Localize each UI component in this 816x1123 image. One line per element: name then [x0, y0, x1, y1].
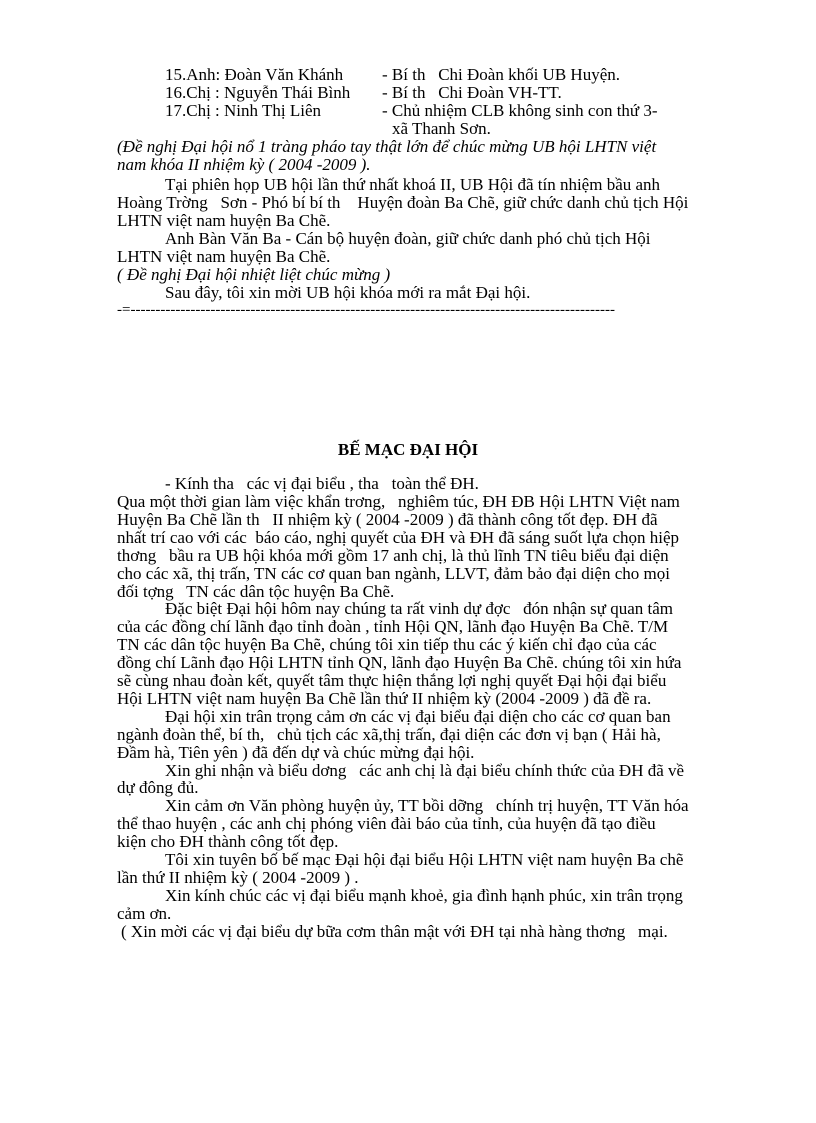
speech-line: Xin kính chúc các vị đại biểu mạnh khoẻ, gia đình hạnh phúc, xin trân trọng	[165, 886, 683, 905]
list-item-name: 16.Chị : Nguyễn Thái Bình	[165, 83, 351, 102]
paragraph-line: LHTN việt nam huyện Ba Chẽ.	[117, 211, 331, 230]
list-item-role-continued: xã Thanh Sơn.	[392, 119, 491, 138]
speech-line: sẽ cùng nhau đoàn kết, quyết tâm thực hiện thắng lợi nghị quyết Đại hội đại biểu	[117, 671, 667, 690]
speech-line: thơng bầu ra UB hội khóa mới gồm 17 anh chị, là thủ lĩnh TN tiêu biểu đại diện	[117, 546, 669, 565]
speech-line: đồng chí Lãnh đạo Hội LHTN tỉnh QN, lãnh đạo Huyện Ba Chẽ. chúng tôi xin hứa	[117, 653, 682, 672]
speech-line: Huyện Ba Chẽ lần th II nhiệm kỳ ( 2004 -2009 ) đã thành công tốt đẹp. ĐH đã	[117, 510, 658, 529]
speech-line: Xin cảm ơn Văn phòng huyện ủy, TT bồi dỡng chính trị huyện, TT Văn hóa	[165, 796, 689, 815]
speech-line: dự đông đủ.	[117, 778, 199, 797]
speech-line: kiện cho ĐH thành công tốt đẹp.	[117, 832, 339, 851]
speech-line: Xin ghi nhận và biểu dơng các anh chị là đại biểu chính thức của ĐH đã về	[165, 761, 685, 780]
speech-line: thể thao huyện , các anh chị phóng viên đài báo của tỉnh, của huyện đã tạo điều	[117, 814, 656, 833]
speech-line: lần thứ II nhiệm kỳ ( 2004 -2009 ) .	[117, 868, 359, 887]
speech-line: ngành đoàn thể, bí th, chủ tịch các xã,thị trấn, đại diện các đơn vị bạn ( Hải hà,	[117, 725, 661, 744]
speech-line: Tôi xin tuyên bố bế mạc Đại hội đại biểu Hội LHTN việt nam huyện Ba chẽ	[165, 850, 684, 869]
list-item-role: - Bí th Chi Đoàn VH-TT.	[382, 83, 562, 102]
note-line: (Đề nghị Đại hội nổ 1 tràng pháo tay thật lớn để chúc mừng UB hội LHTN việt	[117, 137, 657, 156]
paragraph-line: LHTN việt nam huyện Ba Chẽ.	[117, 247, 331, 266]
speech-line: của các đồng chí lãnh đạo tỉnh đoàn , tỉnh Hội QN, lãnh đạo Huyện Ba Chẽ. T/M	[117, 617, 669, 636]
paragraph-line: Sau đây, tôi xin mời UB hội khóa mới ra mắt Đại hội.	[165, 283, 531, 302]
speech-line: Qua một thời gian làm việc khẩn trơng, nghiêm túc, ĐH ĐB Hội LHTN Việt nam	[117, 492, 680, 511]
speech-line: đối tợng TN các dân tộc huyện Ba Chẽ.	[117, 582, 395, 601]
list-item-name: 15.Anh: Đoàn Văn Khánh	[165, 65, 344, 84]
section-title: BẾ MẠC ĐẠI HỘI	[337, 440, 479, 459]
speech-line: Đại hội xin trân trọng cảm ơn các vị đại biểu đại diện cho các cơ quan ban	[165, 707, 671, 726]
speech-line: Đặc biệt Đại hội hôm nay chúng ta rất vinh dự đợc đón nhận sự quan tâm	[165, 599, 674, 618]
paragraph-line: Tại phiên họp UB hội lần thứ nhất khoá II, UB Hội đã tín nhiệm bầu anh	[165, 175, 661, 194]
speech-line: cho các xã, thị trấn, TN các cơ quan ban ngành, LLVT, đảm bảo đại diện cho mọi	[117, 564, 670, 583]
speech-line: nhất trí cao với các báo cáo, nghị quyết của ĐH và ĐH đã sáng suốt lựa chọn hiệp	[117, 528, 680, 547]
greeting-line: - Kính tha các vị đại biểu , tha toàn thể ĐH.	[165, 474, 479, 493]
paragraph-line: Hoàng Trờng Sơn - Phó bí bí th Huyện đoàn Ba Chẽ, giữ chức danh chủ tịch Hội	[117, 193, 689, 212]
list-item-name: 17.Chị : Ninh Thị Liên	[165, 101, 321, 120]
list-item-role: - Bí th Chi Đoàn khối UB Huyện.	[382, 65, 620, 84]
speech-line: Hội LHTN việt nam huyện Ba Chẽ lần thứ II nhiệm kỳ (2004 -2009 ) đã đề ra.	[117, 689, 652, 708]
speech-line: cảm ơn.	[117, 904, 172, 923]
speech-line: Đầm hà, Tiên yên ) đã đến dự và chúc mừng đại hội.	[117, 743, 475, 762]
list-item-role: - Chủ nhiệm CLB không sinh con thứ 3-	[382, 101, 658, 120]
note-line: nam khóa II nhiệm kỳ ( 2004 -2009 ).	[117, 155, 371, 174]
section-divider: -=-------------------------------------------------------------------------------------------------	[117, 302, 615, 318]
note-line: ( Đề nghị Đại hội nhiệt liệt chúc mừng )	[117, 265, 391, 284]
speech-line: ( Xin mời các vị đại biểu dự bữa cơm thân mật với ĐH tại nhà hàng thơng mại.	[121, 922, 668, 941]
paragraph-line: Anh Bàn Văn Ba - Cán bộ huyện đoàn, giữ chức danh phó chủ tịch Hội	[165, 229, 651, 248]
speech-line: TN các dân tộc huyện Ba Chẽ, chúng tôi xin tiếp thu các ý kiến chỉ đạo của các	[117, 635, 657, 654]
